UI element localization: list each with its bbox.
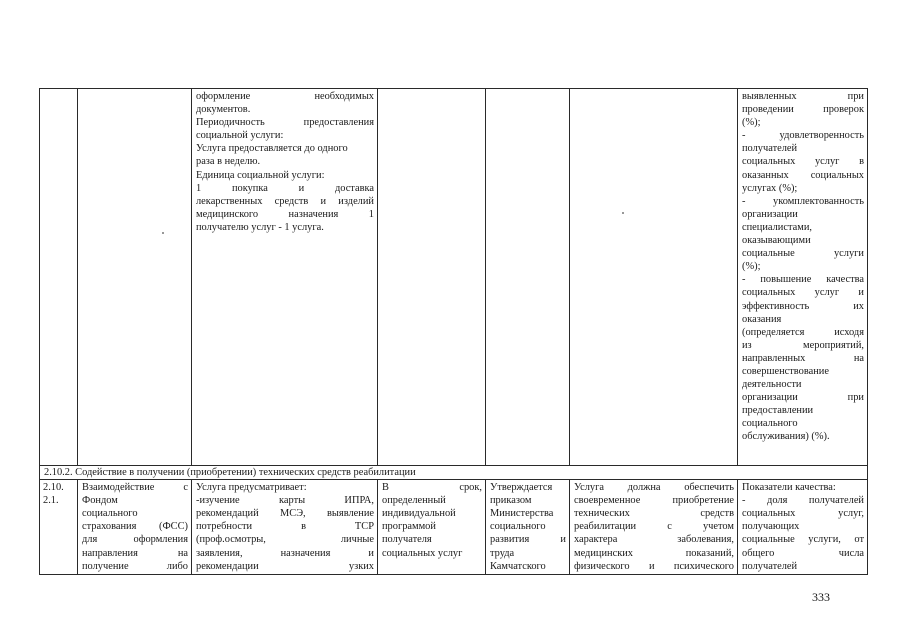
text-line: организации (742, 208, 798, 220)
text-line: развития и (490, 534, 566, 546)
text-line: заявления, назначения и (196, 547, 374, 559)
cell-tariff (486, 89, 570, 466)
text-line: предоставлении (742, 405, 814, 417)
text-line: потребности в ТСР (196, 521, 374, 533)
text-line: проведении проверок (742, 104, 864, 116)
cell-service-description (192, 89, 378, 466)
text-line: 2.10. (43, 482, 64, 494)
text-line: -изучение карты ИПРА, (196, 495, 374, 507)
text-line: из мероприятий, (742, 339, 864, 351)
text-line: - укомплектованность (742, 195, 864, 207)
text-line: - повышение качества (742, 274, 864, 286)
text-line: социальных услуг в (742, 156, 864, 168)
text-line: деятельности (742, 379, 802, 391)
text-line: определенный (382, 495, 446, 507)
cell-quality-indicators (738, 89, 868, 466)
text-line: Взаимодействие с (82, 482, 188, 494)
text-line: получение либо (82, 560, 188, 572)
text-line: оказанных социальных (742, 169, 864, 181)
text-line: - удовлетворенность (742, 130, 864, 142)
text-line: страхования (ФСС) (82, 521, 188, 533)
text-line: рекомендации узких (196, 560, 374, 572)
service-standards-table (39, 88, 868, 575)
text-line: получателей (742, 143, 798, 155)
text-line: программой (382, 521, 436, 533)
cell-service-description (192, 480, 378, 575)
text-line: документов. (196, 104, 251, 116)
text-line: направленных на (742, 352, 864, 364)
text-line: Утверждается (490, 482, 553, 494)
text-line: характера заболевания, (574, 534, 734, 546)
text-line: социальные услуги (742, 248, 864, 260)
text-line: получающих (742, 521, 800, 533)
page-number: 333 (812, 590, 830, 604)
section-heading-row (40, 466, 868, 480)
cell-conditions (570, 480, 738, 575)
text-line: Показатели качества: (742, 482, 836, 494)
text-line: направления на (82, 547, 188, 559)
cell-number (40, 89, 78, 466)
text-line: получателей (742, 560, 798, 572)
text-line: социального (82, 508, 138, 520)
text-line: 1 покупка и доставка (196, 182, 374, 194)
cell-deadline (378, 480, 486, 575)
text-line: для оформления (82, 534, 188, 546)
table-row-continuation (40, 89, 868, 466)
text-line: физического и психического (574, 560, 734, 572)
text-line: социальные услуги, от (742, 534, 864, 546)
text-line: Услуга предусматривает: (196, 482, 307, 494)
text-line: социальных услуг и (742, 287, 864, 299)
text-line: индивидуальной (382, 508, 456, 520)
text-line: своевременное приобретение (574, 495, 734, 507)
scan-speck (162, 232, 164, 234)
text-line: В срок, (382, 482, 482, 494)
text-line: 2.1. (43, 495, 59, 507)
text-line: труда (490, 547, 515, 559)
text-line: Министерства (490, 508, 554, 520)
text-line: (%); (742, 261, 761, 273)
text-line: социального (490, 521, 546, 533)
cell-service-name (78, 480, 192, 575)
text-line: общего числа (742, 547, 864, 559)
text-line: раза в неделю. (196, 156, 261, 168)
text-line: обслуживания) (%). (742, 431, 830, 443)
text-line: социальных услуг (382, 547, 463, 559)
text-line: (%); (742, 117, 761, 129)
text-line: оказания (742, 313, 782, 325)
text-line: (проф.осмотры, личные (196, 534, 374, 546)
text-line: медицинского назначения 1 (196, 208, 374, 220)
text-line: Фондом (82, 495, 118, 507)
cell-quality-indicators (738, 480, 868, 575)
cell-deadline (378, 89, 486, 466)
scan-speck (622, 212, 624, 214)
text-line: социальных услуг, (742, 508, 864, 520)
cell-tariff (486, 480, 570, 575)
text-line: оформление необходимых (196, 91, 374, 102)
text-line: оказывающими (742, 235, 811, 247)
text-line: совершенствование (742, 365, 829, 377)
text-line: - доля получателей (742, 495, 864, 507)
text-line: получателю услуг - 1 услуга. (196, 221, 324, 233)
section-heading: 2.10.2. Содействие в получении (приобретении) технических средств реабилитации (40, 466, 868, 480)
cell-conditions (570, 89, 738, 466)
text-line: Услуга предоставляется до одного (196, 143, 348, 155)
text-line: приказом (490, 495, 532, 507)
text-line: эффективность их (742, 300, 864, 312)
text-line: реабилитации с учетом (574, 521, 734, 533)
text-line: получателя (382, 534, 432, 546)
text-line: социального (742, 418, 798, 430)
text-line: (определяется исходя (742, 326, 864, 338)
text-line: Услуга должна обеспечить (574, 482, 734, 494)
text-line: выявленных при (742, 91, 864, 102)
text-line: Камчатского (490, 560, 546, 572)
text-line: Периодичность предоставления (196, 117, 374, 129)
table-row-2-10-2-1 (40, 480, 868, 575)
text-line: организации при (742, 392, 864, 404)
cell-number (40, 480, 78, 575)
text-line: рекомендаций МСЭ, выявление (196, 508, 374, 520)
text-line: медицинских показаний, (574, 547, 734, 559)
text-line: социальной услуги: (196, 130, 284, 142)
cell-service-name (78, 89, 192, 466)
text-line: услугах (%); (742, 182, 798, 194)
text-line: лекарственных средств и изделий (196, 195, 374, 207)
text-line: технических средств (574, 508, 734, 520)
text-line: специалистами, (742, 221, 812, 233)
text-line: Единица социальной услуги: (196, 169, 325, 181)
